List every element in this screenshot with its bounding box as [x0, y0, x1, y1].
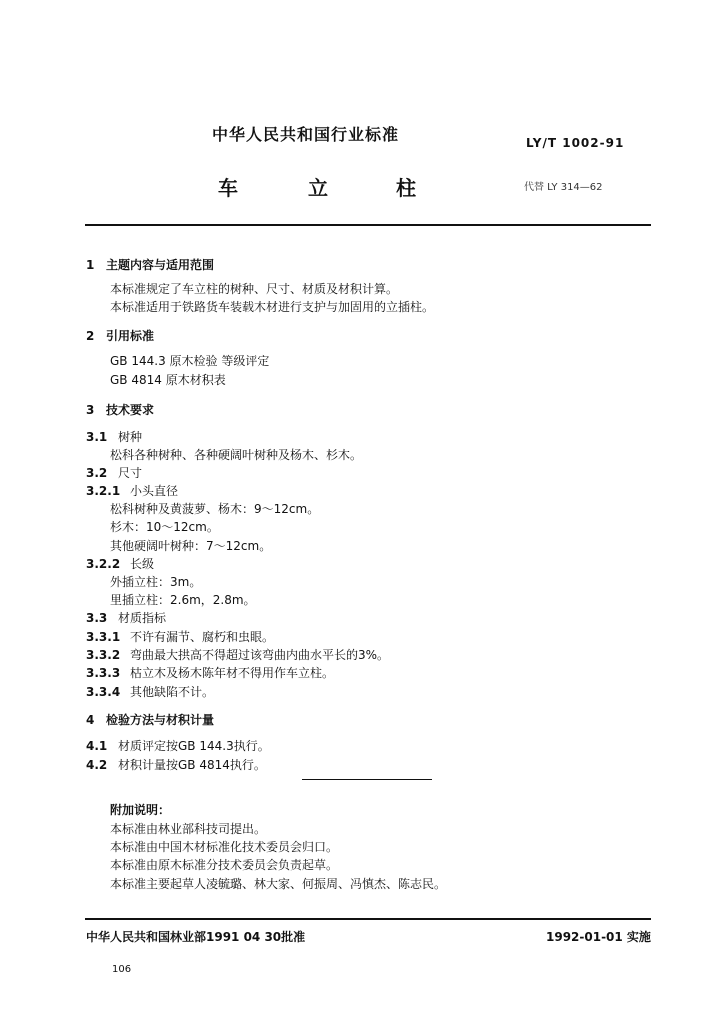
- section-number: 3.2: [86, 466, 108, 480]
- subsection-3-3: [86, 609, 166, 626]
- section-number: 4: [86, 713, 95, 727]
- notes-heading: 附加说明：: [110, 803, 171, 817]
- effective-date: 1992-01-01 实施: [546, 930, 651, 944]
- section-title: 引用标准: [106, 329, 155, 343]
- main-title-char-2: 立: [308, 176, 328, 200]
- section-number: 3.2.2: [86, 557, 121, 571]
- section-title: 小头直径: [130, 484, 179, 498]
- subsection-3-2-2: [86, 555, 154, 572]
- end-divider: [302, 779, 432, 780]
- section-number: 3.3: [86, 611, 108, 625]
- section-number: 3.3.4: [86, 685, 121, 699]
- paragraph: 里插立柱：2.6m，2.8m。: [110, 593, 256, 607]
- replaces-note: 代替 LY 314—62: [524, 182, 603, 193]
- section-1-heading: [86, 256, 214, 273]
- section-title: 主题内容与适用范围: [106, 258, 215, 272]
- subsection-3-3-1: [86, 628, 274, 645]
- subsection-3-2-1: [86, 482, 178, 499]
- paragraph: 本标准适用于铁路货车装载木材进行支护与加固用的立插柱。: [110, 300, 435, 314]
- section-title: 枯立木及杨木陈年材不得用作车立柱。: [130, 666, 335, 680]
- paragraph: 松科各种树种、各种硬阔叶树种及杨木、杉木。: [110, 448, 363, 462]
- section-number: 4.1: [86, 739, 108, 753]
- subsection-3-1: [86, 428, 142, 445]
- subsection-3-2: [86, 464, 142, 481]
- paragraph: 其他硬阔叶树种：7～12cm。: [110, 539, 272, 553]
- header-divider: [85, 224, 651, 226]
- section-title: 长级: [130, 557, 155, 571]
- section-title: 检验方法与材积计量: [106, 713, 215, 727]
- section-4-heading: [86, 711, 214, 728]
- subsection-3-3-3: [86, 664, 334, 681]
- note-line: 本标准由林业部科技司提出。: [110, 822, 267, 836]
- paragraph: 本标准规定了车立柱的树种、尺寸、材质及材积计算。: [110, 282, 399, 296]
- footer-divider: [85, 918, 651, 920]
- section-title: 材质指标: [118, 611, 167, 625]
- paragraph: 外插立柱：3m。: [110, 575, 202, 589]
- page-number: 106: [112, 964, 132, 975]
- section-number: 2: [86, 329, 95, 343]
- section-number: 3: [86, 403, 95, 417]
- section-number: 3.3.3: [86, 666, 121, 680]
- section-number: 3.3.1: [86, 630, 121, 644]
- section-title: 技术要求: [106, 403, 155, 417]
- section-2-heading: [86, 327, 154, 344]
- standard-category-title: 中华人民共和国行业标准: [212, 125, 400, 144]
- section-3-heading: [86, 401, 154, 418]
- section-number: 3.2.1: [86, 484, 121, 498]
- section-number: 1: [86, 258, 95, 272]
- subsection-4-1: [86, 737, 270, 754]
- paragraph: 杉木：10～12cm。: [110, 520, 219, 534]
- main-title-char-3: 柱: [396, 176, 416, 200]
- section-title: 材质评定按GB 144.3执行。: [118, 739, 270, 753]
- main-title-char-1: 车: [218, 176, 238, 200]
- section-title: 树种: [118, 430, 143, 444]
- note-line: 本标准由中国木材标准化技术委员会归口。: [110, 840, 339, 854]
- note-line: 本标准由原木标准分技术委员会负责起草。: [110, 858, 339, 872]
- subsection-3-3-4: [86, 683, 214, 700]
- section-title: 其他缺陷不计。: [130, 685, 215, 699]
- section-number: 3.3.2: [86, 648, 121, 662]
- standard-code: LY/T 1002-91: [526, 136, 625, 150]
- section-title: 弯曲最大拱高不得超过该弯曲内曲水平长的3%。: [130, 648, 390, 662]
- approval-line: 中华人民共和国林业部1991 04 30批准: [86, 930, 306, 944]
- section-title: 尺寸: [118, 466, 143, 480]
- section-number: 4.2: [86, 758, 108, 772]
- section-title: 材积计量按GB 4814执行。: [118, 758, 266, 772]
- subsection-4-2: [86, 756, 266, 773]
- paragraph: 松科树种及黄菠萝、杨木：9～12cm。: [110, 502, 320, 516]
- section-title: 不许有漏节、腐朽和虫眼。: [130, 630, 275, 644]
- subsection-3-3-2: [86, 646, 389, 663]
- note-line: 本标准主要起草人凌毓璐、林大家、何振周、冯慎杰、陈志民。: [110, 877, 447, 891]
- reference-item: GB 4814 原木材积表: [110, 373, 226, 387]
- reference-item: GB 144.3 原木检验 等级评定: [110, 354, 270, 368]
- section-number: 3.1: [86, 430, 108, 444]
